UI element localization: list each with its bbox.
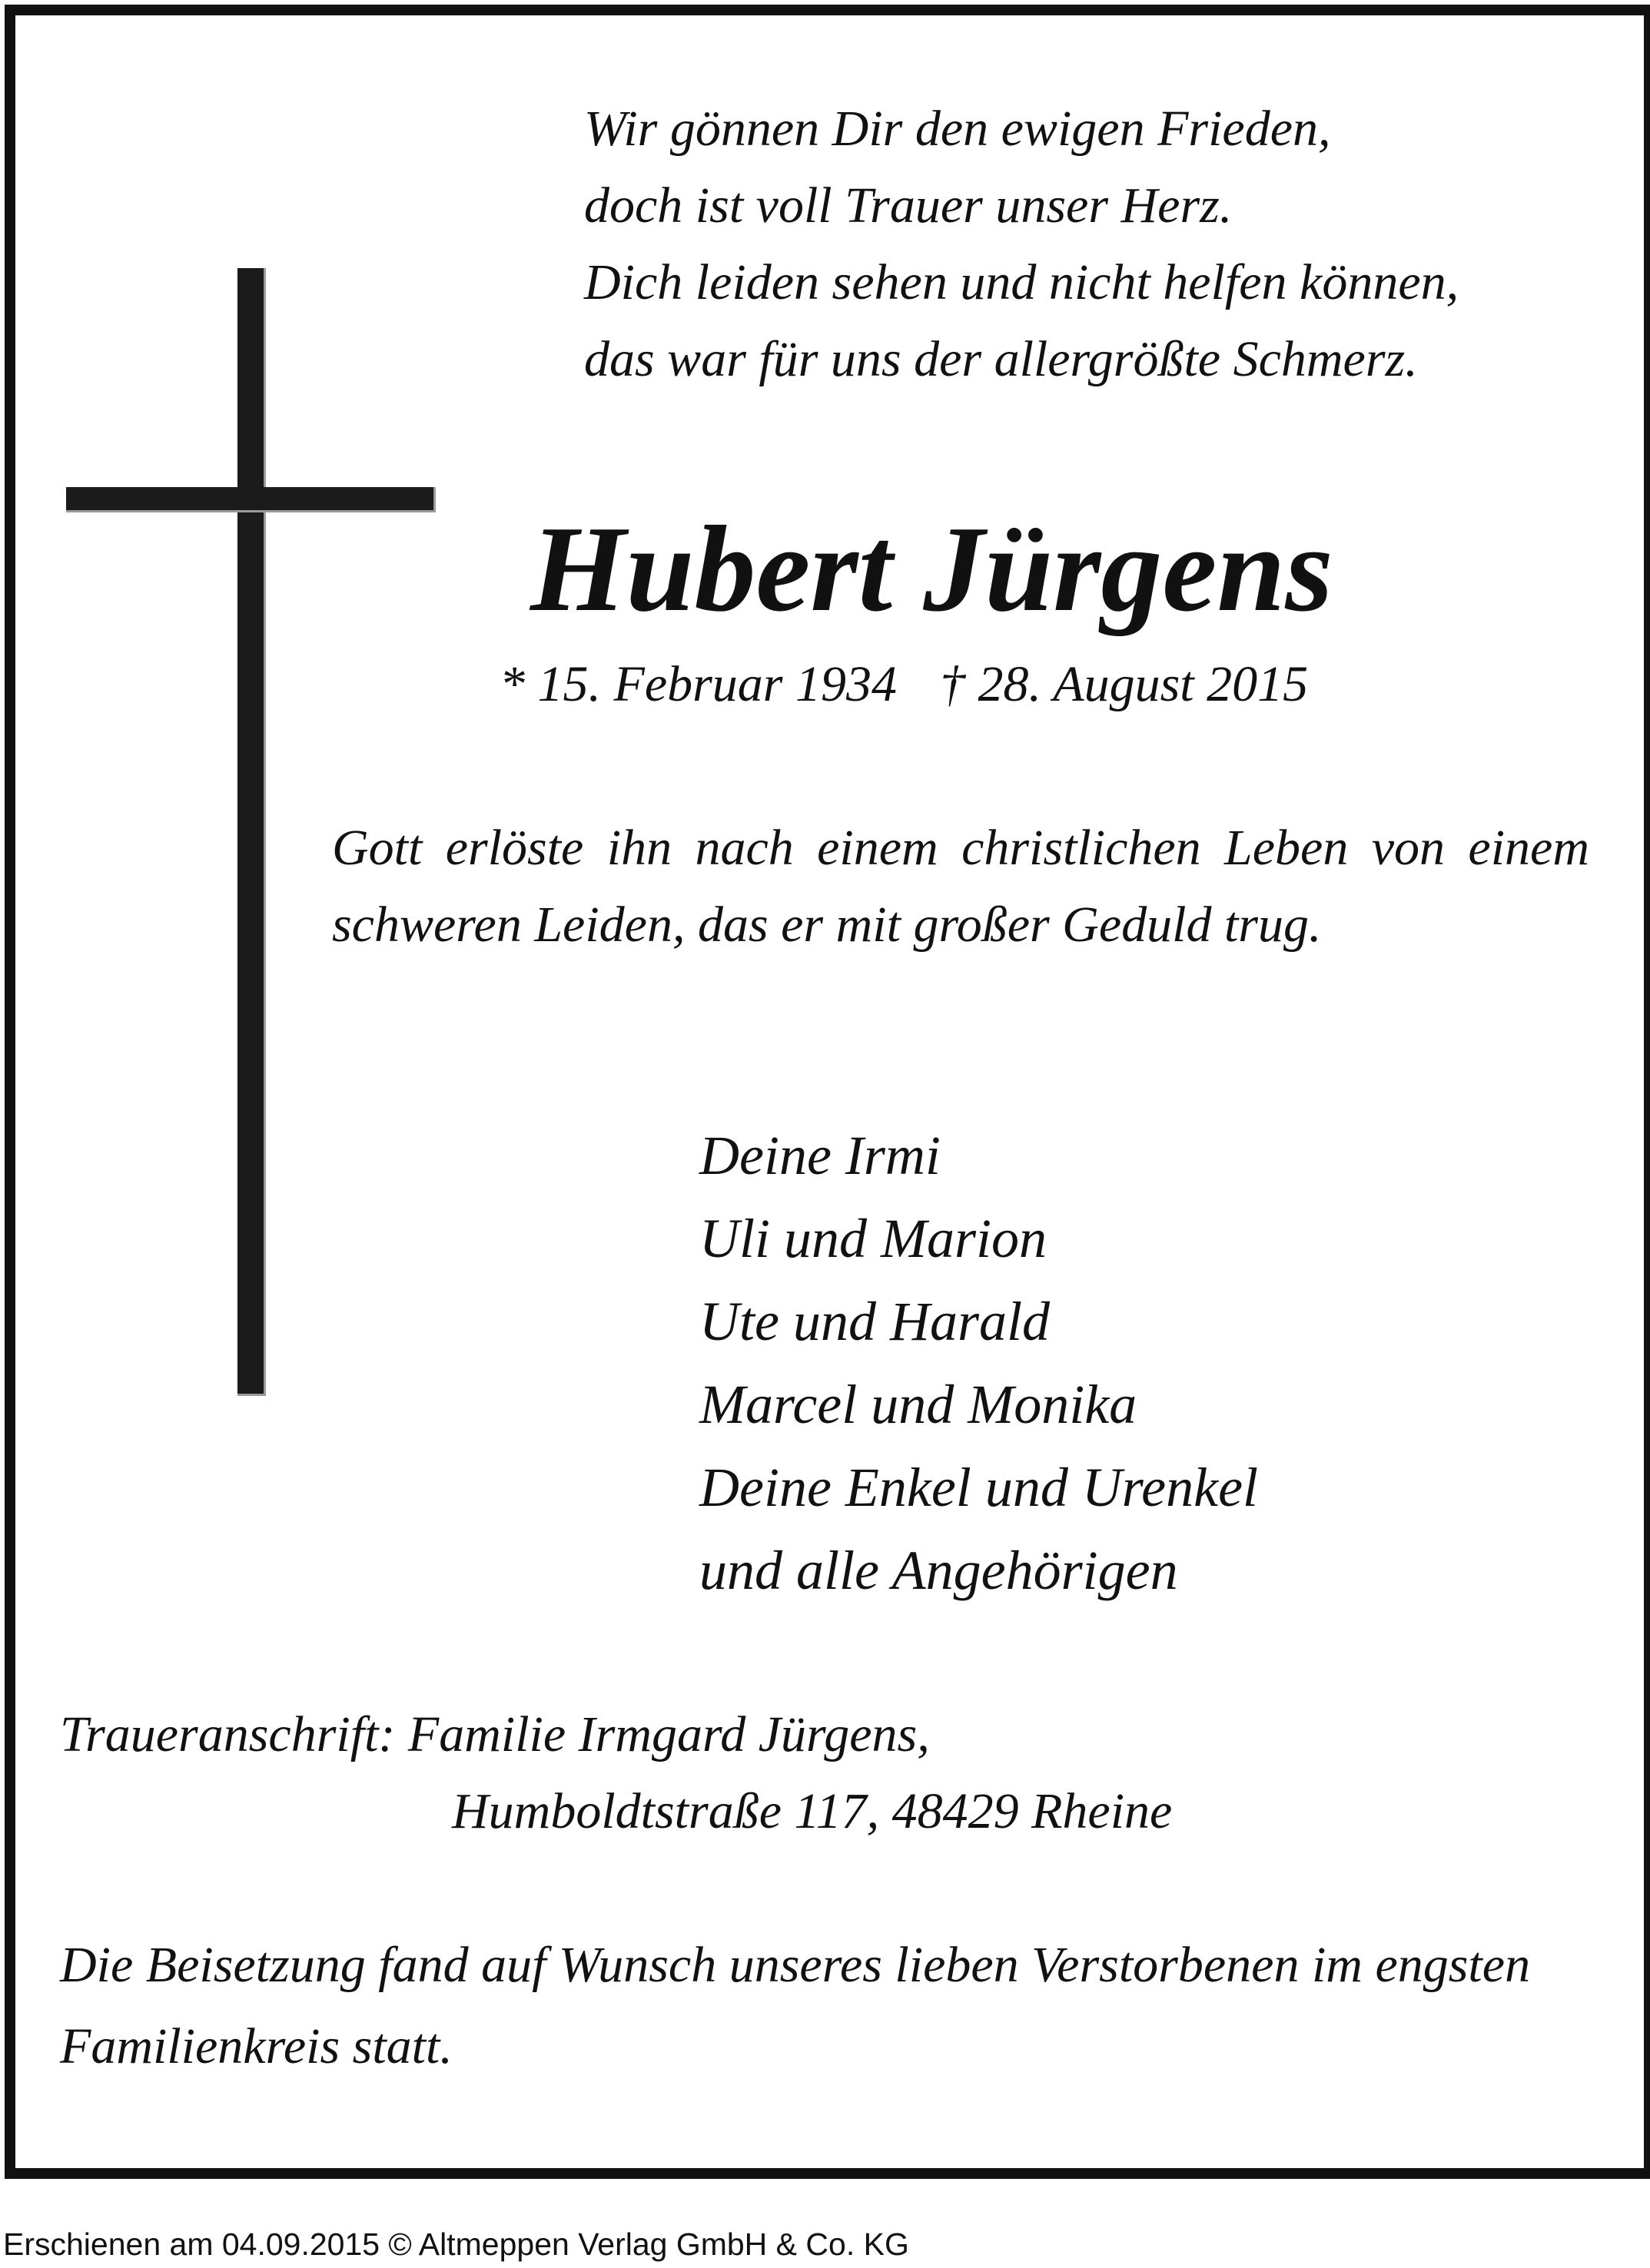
- death-date: † 28. August 2015: [939, 656, 1309, 712]
- publication-footer: Erschienen am 04.09.2015 © Altmeppen Verlag GmbH & Co. KG: [3, 2227, 909, 2262]
- burial-note: Die Beisetzung fand auf Wunsch unseres lieben Verstorbenen im engsten Familienkreis statt.: [60, 1937, 1531, 2074]
- signers-list: [699, 1114, 1583, 1612]
- signer: Marcel und Monika: [699, 1374, 1137, 1435]
- address-line-1: Traueranschrift: Familie Irmgard Jürgens,: [60, 1706, 930, 1762]
- obituary-message: Gott erlöste ihn nach einem christlichen Leben von einem schweren Leiden, das er mit großer Geduld trug.: [332, 820, 1589, 953]
- poem-line: Dich leiden sehen und nicht helfen können,: [584, 254, 1459, 310]
- signer: Deine Enkel und Urenkel: [699, 1457, 1259, 1518]
- address-line-2: Humboldtstraße 117, 48429 Rheine: [452, 1783, 1173, 1839]
- cross-icon-crossbar: [66, 487, 436, 512]
- signer: Uli und Marion: [699, 1208, 1047, 1269]
- signer: Deine Irmi: [699, 1125, 941, 1186]
- deceased-name: Hubert Jürgens: [530, 500, 1333, 637]
- poem-line: das war für uns der allergrößte Schmerz.: [584, 331, 1418, 387]
- life-dates: [500, 650, 1575, 719]
- signer: und alle Angehörigen: [699, 1540, 1178, 1601]
- signer: Ute und Harald: [699, 1291, 1050, 1352]
- poem-line: doch ist voll Trauer unser Herz.: [584, 177, 1233, 234]
- mourning-address: [60, 1696, 1597, 1850]
- poem: [584, 91, 1614, 398]
- poem-line: Wir gönnen Dir den ewigen Frieden,: [584, 101, 1331, 157]
- cross-icon: [237, 268, 266, 1396]
- birth-date: * 15. Februar 1934: [500, 656, 897, 712]
